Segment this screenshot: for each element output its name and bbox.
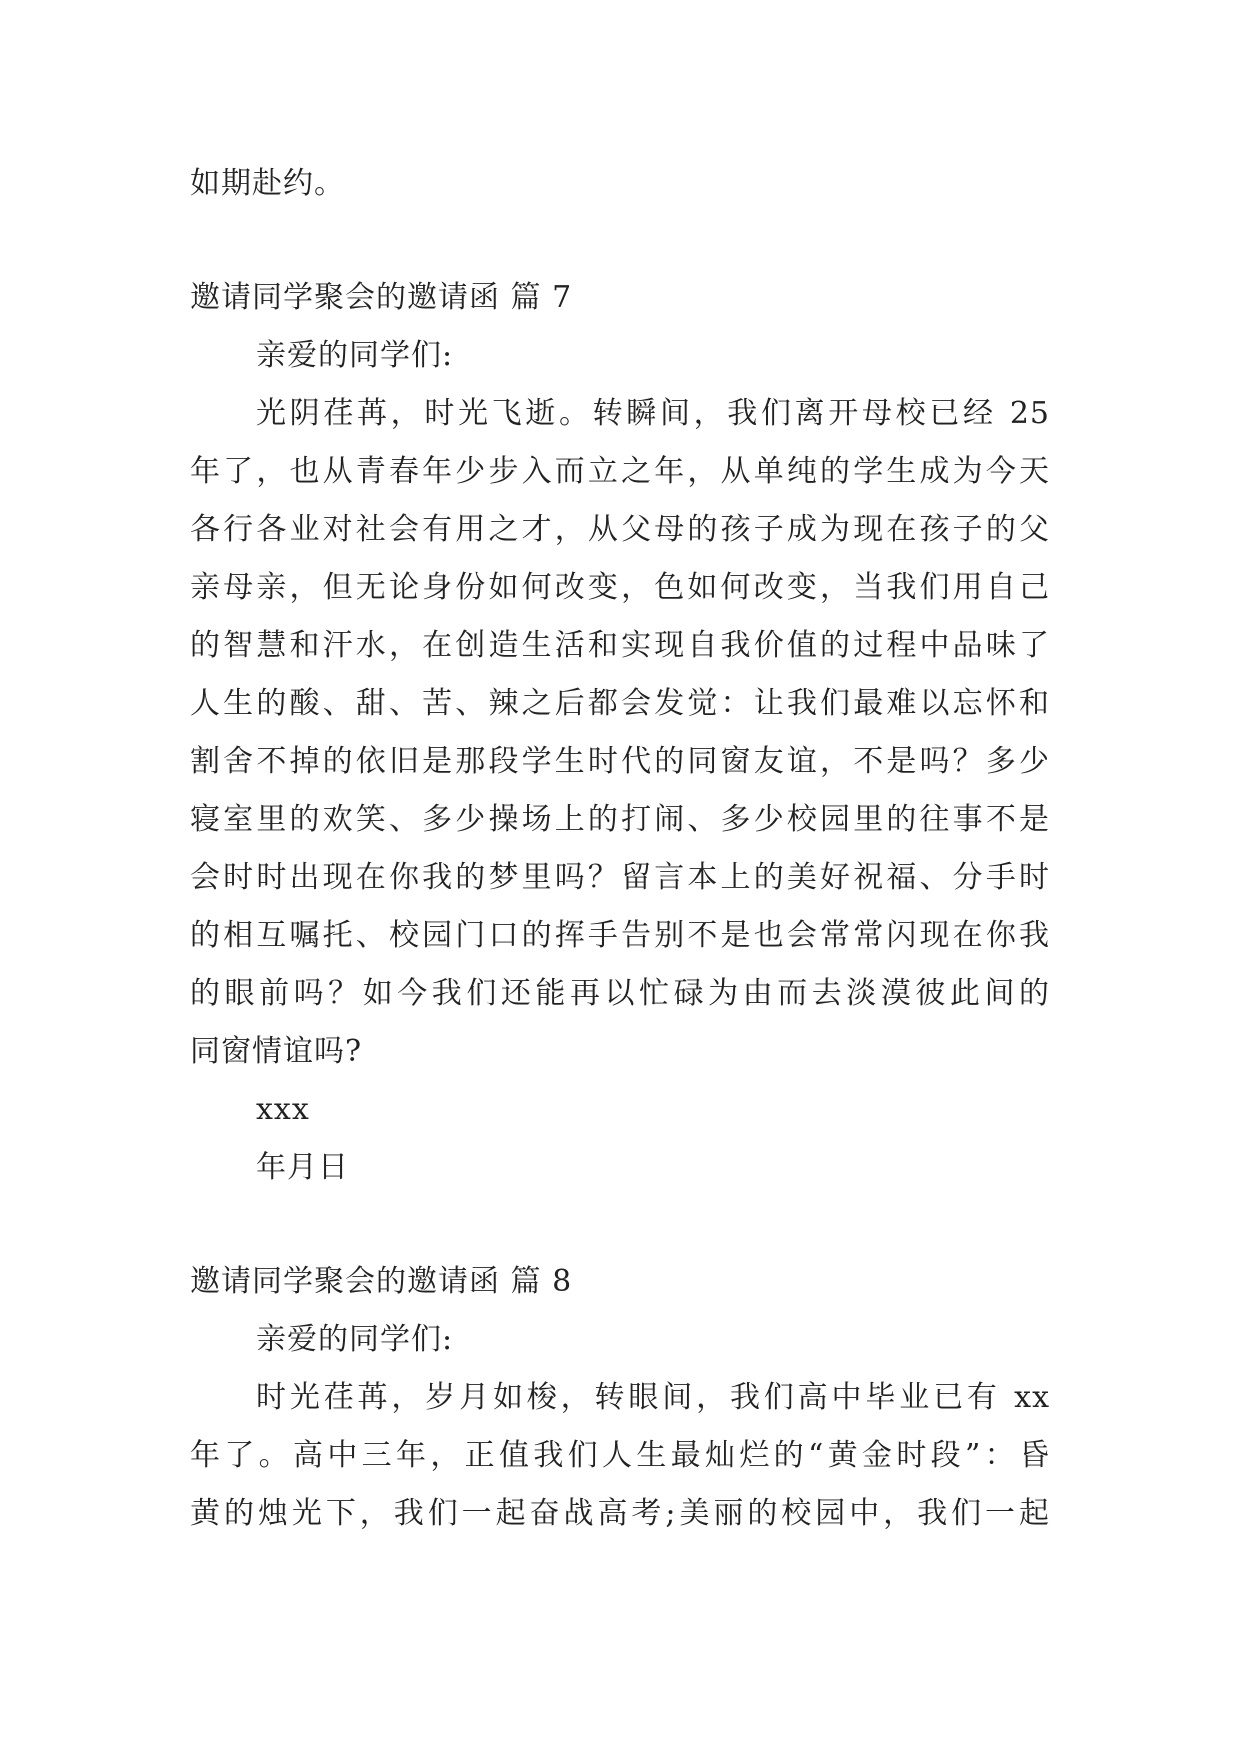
section-7-title: 邀请同学聚会的邀请函 篇 7 — [190, 280, 573, 315]
section-7-body-line-6: 人生的酸、甜、苦、辣之后都会发觉：让我们最难以忘怀和 — [190, 686, 1050, 721]
section-7-body-line-9: 会时时出现在你我的梦里吗？留言本上的美好祝福、分手时 — [190, 860, 1050, 895]
section-7-body-line-12: 同窗情谊吗? — [190, 1034, 363, 1069]
section-8-salutation: 亲爱的同学们: — [256, 1322, 454, 1357]
section-7-body-line-7: 割舍不掉的依旧是那段学生时代的同窗友谊，不是吗？多少 — [190, 744, 1050, 779]
section-8-body-line-2: 年了。高中三年，正值我们人生最灿烂的“黄金时段”：昏 — [190, 1438, 1050, 1473]
section-7-body-line-3: 各行各业对社会有用之才，从父母的孩子成为现在孩子的父 — [190, 512, 1050, 547]
section-7-body-line-1: 光阴荏苒，时光飞逝。转瞬间，我们离开母校已经 25 — [256, 396, 1050, 431]
section-8-body-line-3: 黄的烛光下，我们一起奋战高考;美丽的校园中，我们一起 — [190, 1496, 1050, 1531]
section-7-date: 年月日 — [256, 1150, 349, 1185]
section-7-signature: xxx — [256, 1092, 310, 1127]
section-7-body-line-4: 亲母亲，但无论身份如何改变，色如何改变，当我们用自己 — [190, 570, 1050, 605]
section-7-salutation: 亲爱的同学们: — [256, 338, 454, 373]
section-7-body-line-8: 寝室里的欢笑、多少操场上的打闹、多少校园里的往事不是 — [190, 802, 1050, 837]
section-7-body-line-2: 年了，也从青春年少步入而立之年，从单纯的学生成为今天 — [190, 454, 1050, 489]
section-7-body-line-11: 的眼前吗？如今我们还能再以忙碌为由而去淡漠彼此间的 — [190, 976, 1050, 1011]
section-7-body-line-5: 的智慧和汗水，在创造生活和实现自我价值的过程中品味了 — [190, 628, 1050, 663]
section-8-title: 邀请同学聚会的邀请函 篇 8 — [190, 1264, 573, 1299]
section-7-body-line-10: 的相互嘱托、校园门口的挥手告别不是也会常常闪现在你我 — [190, 918, 1050, 953]
section-8-body-line-1: 时光荏苒，岁月如梭，转眼间，我们高中毕业已有 xx — [256, 1380, 1050, 1415]
continuation-text: 如期赴约。 — [190, 166, 345, 201]
